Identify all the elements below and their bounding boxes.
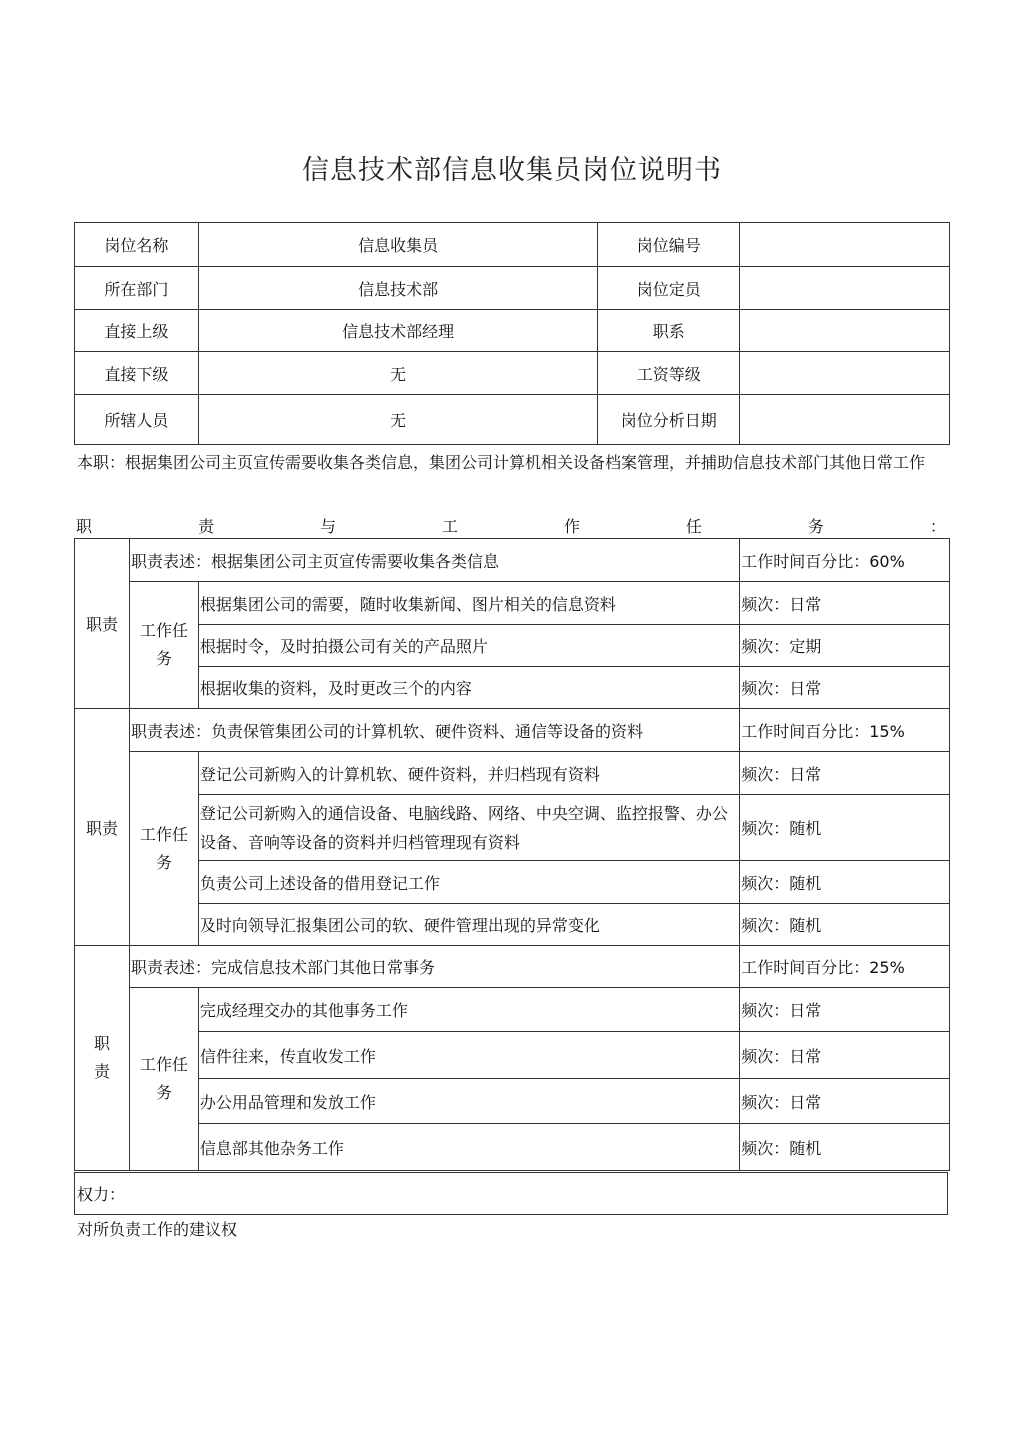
duty-statement-row <box>75 709 950 752</box>
info-label: 岗位定员 <box>598 267 740 310</box>
info-row <box>75 223 950 267</box>
task-row <box>75 752 950 795</box>
info-label: 职系 <box>598 310 740 352</box>
info-value: 无 <box>198 395 598 445</box>
info-value <box>740 352 950 395</box>
info-value: 信息技术部经理 <box>198 310 598 352</box>
duty-statement-row <box>75 539 950 582</box>
task-text: 根据集团公司的需要，随时收集新闻、图片相关的信息资料 <box>198 582 739 625</box>
task-frequency: 频次：随机 <box>740 795 950 861</box>
task-row <box>75 1124 950 1171</box>
duty-label: 职责 <box>75 709 130 946</box>
info-label: 所辖人员 <box>75 395 199 445</box>
task-text: 信件往来，传直收发工作 <box>198 1032 739 1079</box>
task-label: 工作任务 <box>129 988 198 1171</box>
task-row <box>75 1079 950 1124</box>
info-row <box>75 395 950 445</box>
info-label: 工资等级 <box>598 352 740 395</box>
task-frequency: 频次：日常 <box>740 1079 950 1124</box>
task-text: 负责公司上述设备的借用登记工作 <box>198 861 739 904</box>
task-frequency: 频次：定期 <box>740 625 950 667</box>
task-text: 及时向领导汇报集团公司的软、硬件管理出现的异常变化 <box>198 904 739 946</box>
info-value: 信息技术部 <box>198 267 598 310</box>
task-row <box>75 795 950 861</box>
task-text: 登记公司新购入的通信设备、电脑线路、网络、中央空调、监控报警、办公设备、音响等设备的资料并归档管理现有资料 <box>198 795 739 861</box>
task-row <box>75 988 950 1032</box>
task-frequency: 频次：日常 <box>740 1032 950 1079</box>
task-label: 工作任务 <box>129 752 198 946</box>
task-row <box>75 1032 950 1079</box>
info-label: 岗位编号 <box>598 223 740 267</box>
info-value <box>740 267 950 310</box>
task-text: 登记公司新购入的计算机软、硬件资料，并归档现有资料 <box>198 752 739 795</box>
duty-label: 职责 <box>75 946 130 1171</box>
duty-time-percent: 工作时间百分比：25% <box>740 946 950 988</box>
info-row <box>75 310 950 352</box>
task-text: 信息部其他杂务工作 <box>198 1124 739 1171</box>
info-value <box>740 395 950 445</box>
task-text: 完成经理交办的其他事务工作 <box>198 988 739 1032</box>
heading-char: 责 <box>197 517 214 536</box>
basic-info-table <box>74 222 950 445</box>
info-value <box>740 310 950 352</box>
task-frequency: 频次：随机 <box>740 904 950 946</box>
heading-char: ： <box>929 517 946 536</box>
info-label: 岗位名称 <box>75 223 199 267</box>
duty-time-percent: 工作时间百分比：60% <box>740 539 950 582</box>
task-frequency: 频次：随机 <box>740 1124 950 1171</box>
task-frequency: 频次：日常 <box>740 667 950 709</box>
task-row <box>75 667 950 709</box>
info-row <box>75 352 950 395</box>
duties-heading <box>76 514 946 537</box>
info-label: 所在部门 <box>75 267 199 310</box>
heading-char: 工 <box>441 517 458 536</box>
duty-time-percent: 工作时间百分比：15% <box>740 709 950 752</box>
heading-char: 职 <box>76 517 93 536</box>
power-item: 对所负责工作的建议权 <box>77 1220 238 1239</box>
task-frequency: 频次：日常 <box>740 752 950 795</box>
task-row <box>75 582 950 625</box>
heading-char: 务 <box>807 517 824 536</box>
info-value: 无 <box>198 352 598 395</box>
info-value <box>740 223 950 267</box>
heading-char: 任 <box>685 517 702 536</box>
task-row <box>75 861 950 904</box>
heading-char: 作 <box>563 517 580 536</box>
info-label: 直接下级 <box>75 352 199 395</box>
task-frequency: 频次：随机 <box>740 861 950 904</box>
info-label: 直接上级 <box>75 310 199 352</box>
info-row <box>75 267 950 310</box>
task-frequency: 频次：日常 <box>740 582 950 625</box>
info-label: 岗位分析日期 <box>598 395 740 445</box>
duty-statement: 职责表述：根据集团公司主页宣传需要收集各类信息 <box>129 539 739 582</box>
duty-statement: 职责表述：完成信息技术部门其他日常事务 <box>129 946 739 988</box>
task-label: 工作任务 <box>129 582 198 709</box>
task-text: 根据收集的资料，及时更改三个的内容 <box>198 667 739 709</box>
task-row <box>75 904 950 946</box>
heading-char: 与 <box>319 517 336 536</box>
task-row <box>75 625 950 667</box>
duties-table <box>74 538 950 1171</box>
duty-statement: 职责表述：负责保管集团公司的计算机软、硬件资料、通信等设备的资料 <box>129 709 739 752</box>
page-title: 信息技术部信息收集员岗位说明书 <box>302 155 722 186</box>
task-text: 办公用品管理和发放工作 <box>198 1079 739 1124</box>
mission-statement: 本职：根据集团公司主页宣传需要收集各类信息，集团公司计算机相关设备档案管理，并捕助信息技术部门其他日常工作 <box>77 453 926 472</box>
duty-statement-row <box>75 946 950 988</box>
duty-label: 职责 <box>75 539 130 709</box>
power-label: 权力： <box>74 1172 948 1215</box>
task-text: 根据时令，及时拍摄公司有关的产品照片 <box>198 625 739 667</box>
info-value: 信息收集员 <box>198 223 598 267</box>
task-frequency: 频次：日常 <box>740 988 950 1032</box>
